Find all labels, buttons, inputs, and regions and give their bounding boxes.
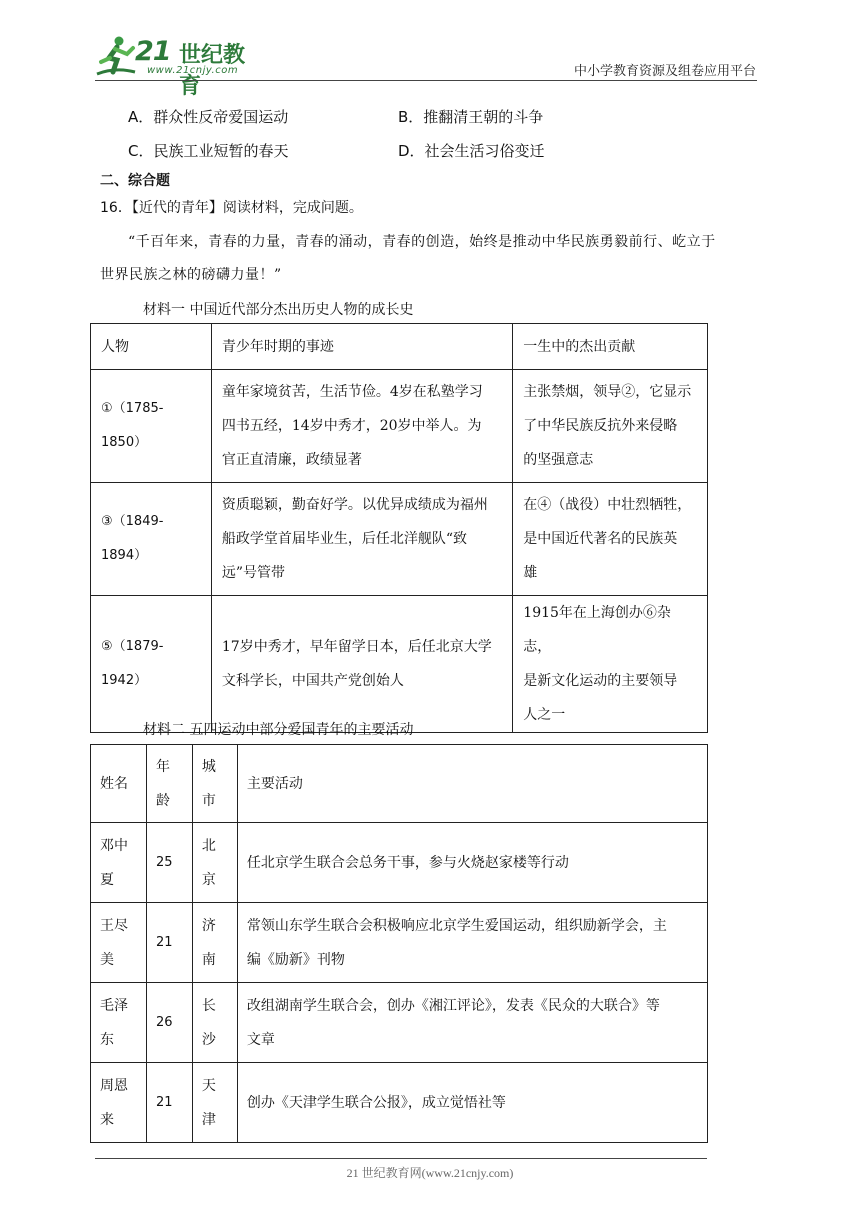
text-line: 文科学长，中国共产党创始人 [221,673,404,689]
name-cell [91,1063,147,1143]
footer-divider [95,1158,707,1159]
logo-text: 世纪教育 [179,43,246,99]
text-line: 童年家境贫苦，生活节俭。4岁在私塾学习 [221,384,483,400]
text-line: 周恩 [100,1077,128,1094]
header-cell [146,745,192,823]
text-line: 王尽 [100,917,128,934]
deeds-cell [211,370,512,483]
contribution-cell [513,483,708,596]
text-line: 南 [201,951,216,968]
table-row [91,370,708,483]
text-line: 船政学堂首届毕业生，后任北洋舰队“致 [221,531,468,547]
header-cell: 主要活动 [237,745,707,823]
activity-cell [237,823,707,903]
material2-caption: 材料二 五四运动中部分爱国青年的主要活动 [143,722,414,738]
table-row [91,823,708,903]
text-line: 毛泽 [100,997,128,1014]
text-line: 主张禁烟，领导②，它显示 [523,384,692,400]
text-line: 来 [100,1111,114,1128]
quote-line-2: 世界民族之林的磅礴力量！” [100,267,282,283]
text-line: 济 [201,917,216,934]
material1-caption: 材料一 中国近代部分杰出历史人物的成长史 [143,302,414,318]
text-line: 东 [100,1031,114,1048]
text-line: 了中华民族反抗外来侵略 [523,418,678,434]
city-cell [192,823,237,903]
runner-icon [95,34,137,78]
activity-cell [237,1063,707,1143]
platform-title: 中小学教育资源及组卷应用平台 [573,64,756,79]
text-line: 京 [201,871,216,888]
text-line: 长 [201,997,216,1014]
city-cell [192,983,237,1063]
name-cell [91,983,147,1063]
text-line: 是新文化运动的主要领导 [523,673,678,689]
age-cell: 25 [146,823,192,903]
text-line: 常领山东学生联合会积极响应北京学生爱国运动，组织励新学会，主 [246,917,667,934]
table-row [91,483,708,596]
deeds-cell [211,596,512,733]
header-cell: 人物 [91,324,212,370]
text-line: 龄 [155,792,170,809]
logo-url: www.21cnjy.com [147,65,239,76]
age-cell: 21 [146,903,192,983]
option-b: B．推翻清王朝的斗争 [398,108,544,126]
deeds-cell [211,483,512,596]
text-line: 沙 [201,1031,216,1048]
name-cell [91,823,147,903]
text-line: 四书五经，14岁中秀才，20岁中举人。为 [221,418,482,434]
section-title: 二、综合题 [100,173,170,189]
table-row [91,983,708,1063]
text-line: 年 [155,758,170,775]
person-cell: ⑤（1879-1942） [91,596,212,733]
logo-number: 21 [135,36,171,67]
name-cell [91,903,147,983]
person-cell: ③（1849-1894） [91,483,212,596]
text-line: 津 [201,1111,216,1128]
material2-table [90,744,708,1143]
text-line: 人之一 [523,707,566,723]
text-line: 资质聪颖，勤奋好学。以优异成绩成为福州 [221,497,488,513]
text-line: 市 [201,792,216,809]
table-header-row [91,324,708,370]
option-a: A．群众性反帝爱国运动 [128,108,289,126]
table-header-row [91,745,708,823]
quote-line-1: “千百年来，青春的力量，青春的涌动，青春的创造，始终是推动中华民族勇毅前行、屹立于 [128,234,716,250]
text-line: 1915年在上海创办⑥杂志， [523,605,671,655]
text-line: 北 [201,837,216,854]
text-line: 的坚强意志 [523,452,594,468]
text-line: 17岁中秀才，早年留学日本，后任北京大学 [221,639,492,655]
text-line: 在④（战役）中壮烈牺牲， [523,497,692,513]
header-cell: 一生中的杰出贡献 [513,324,708,370]
material1-table [90,323,708,733]
text-line: 是中国近代著名的民族英 [523,531,678,547]
text-line: 编《励新》刊物 [246,951,345,968]
text-line: 雄 [523,565,538,581]
option-c: C．民族工业短暂的春天 [128,142,289,160]
header-cell: 青少年时期的事迹 [211,324,512,370]
header-cell [192,745,237,823]
text-line: 改组湖南学生联合会，创办《湘江评论》，发表《民众的大联合》等 [246,997,660,1014]
text-line: 任北京学生联合会总务干事，参与火烧赵家楼等行动 [246,854,569,871]
text-line: 文章 [246,1031,275,1048]
city-cell [192,903,237,983]
age-cell: 26 [146,983,192,1063]
text-line: 邓中 [100,837,128,854]
text-line: 官正直清廉，政绩显著 [221,452,362,468]
table-row [91,903,708,983]
option-d: D．社会生活习俗变迁 [398,142,545,160]
person-cell: ①（1785-1850） [91,370,212,483]
text-line: 美 [100,951,114,968]
header-cell: 姓名 [91,745,147,823]
header-divider [95,80,757,81]
city-cell [192,1063,237,1143]
table-row [91,596,708,733]
site-logo[interactable] [95,34,260,99]
text-line: 天 [201,1077,216,1094]
question-stem: 16．【近代的青年】阅读材料，完成问题。 [100,200,363,216]
activity-cell [237,983,707,1063]
table-row [91,1063,708,1143]
contribution-cell [513,596,708,733]
text-line: 夏 [100,871,114,888]
activity-cell [237,903,707,983]
contribution-cell [513,370,708,483]
text-line: 远”号管带 [221,565,286,581]
age-cell: 21 [146,1063,192,1143]
text-line: 城 [201,758,216,775]
footer-link[interactable]: 21 世纪教育网(www.21cnjy.com) [346,1166,514,1180]
text-line: 创办《天津学生联合公报》，成立觉悟社等 [246,1094,506,1111]
page-header [0,0,860,99]
